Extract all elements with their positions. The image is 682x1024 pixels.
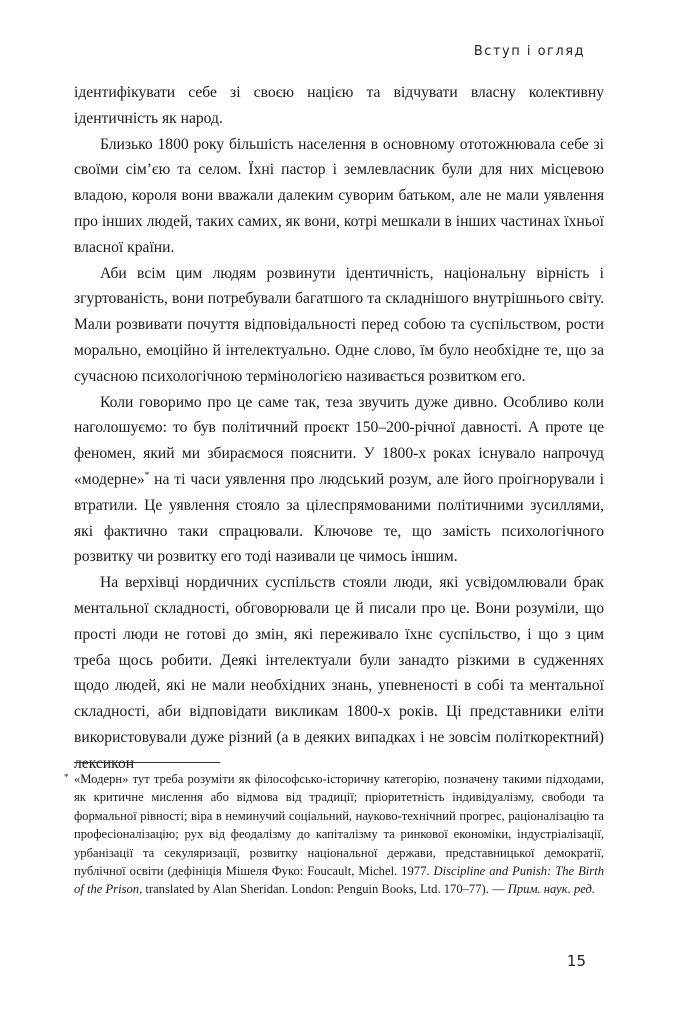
paragraph-2: Близько 1800 року більшість населення в основному ототожнювала себе зі своїми сім’єю та селом. Їхні пастор і землевласник були для них місцевою владою, короля вони вважали далеким суворим батьком, але не мали уявлення про інших людей, таких самих, як вони, котрі мешкали в інших частинах їхньої власної країни. xyxy=(74,135,604,256)
paragraph-3: Аби всім цим людям розвинути ідентичність, національну вірність і згуртованість, вони потребували багатшого та складнішого внутрішнього світу. Мали розвивати почуття відповідальності перед собою та суспільством, рости морально, емоційно й інтелектуально. Одне слово, їм було необхідне те, що за сучасною психологічною термінологією називається розвитком его. xyxy=(74,264,604,385)
footnote-text-tail: , translated by Alan Sheridan. London: Penguin Books, Ltd. 170–77). — xyxy=(139,882,508,897)
footnote xyxy=(64,770,604,899)
page-number: 15 xyxy=(566,952,586,970)
paragraph-5: На верхівці нордичних суспільств стояли люди, які усвідомлювали брак ментальної складності, обговорювали це й писали про це. Вони розуміли, що прості люди не готові до змін, які переживало їхнє суспільство, і що з цим треба щось робити. Деякі інтелектуали були занадто різкими в судженнях щодо людей, які не мали необхідних знань, упевненості в собі та ментальної складності, аби відповідати викликам 1800-х років. Ці представники еліти використовували дуже різний (а в деяких випадках і не зовсім політкоректний) лексикон xyxy=(74,574,604,772)
paragraph-1: ідентифікувати себе зі своєю нацією та відчувати власну колективну ідентичність як народ. xyxy=(74,84,604,127)
footnote-text-main: «Модерн» тут треба розуміти як філософсько-історичну категорію, позначену такими підходами, як критичне мислення або відмова від традиції; пріоритетність індивідуалізму, свободи та формальної рівності; віра в неминучий соціальний, науково-технічний прогрес, раціоналізацію та професіоналізацію; рух від феодалізму до капіталізму та ринкової економіки, індустріалізації, урбанізації та секуляризації, розвитку національної держави, представницької демократії, публічної освіти (дефініція Мішеля Фуко: Foucault, Michel. 1977. xyxy=(74,772,604,879)
paragraph-4-text-before: Коли говоримо про це саме так, теза звучить дуже дивно. Особливо коли наголошуємо: то був політичний проєкт 150–200-річної давності. А проте це феномен, який ми збираємося пояснити. У 1800-х роках існувало напрочуд «модерне» xyxy=(74,393,604,488)
paragraph-4-text-after: на ті часи уявлення про людський розум, але його проігнорували і втратили. Це уявлення стояло за цілеспрямованими політичними зусиллями, які фактично таки спрацювали. Ключове те, що замість психологічного розвитку чи розвитку его тоді називали це чимось іншим. xyxy=(74,470,604,566)
footnote-reference[interactable]: * xyxy=(144,469,150,480)
body-text xyxy=(74,80,604,777)
footnote-book-title: Discipline and Punish: The Birth of the Prison xyxy=(74,864,604,897)
footnote-divider xyxy=(74,762,220,763)
running-head: Вступ і огляд xyxy=(473,44,585,59)
footnote-editor-note: Прим. наук. ред. xyxy=(507,882,596,897)
paragraph-4 xyxy=(74,390,604,571)
footnote-text xyxy=(74,770,604,899)
footnote-mark: * xyxy=(64,772,69,782)
